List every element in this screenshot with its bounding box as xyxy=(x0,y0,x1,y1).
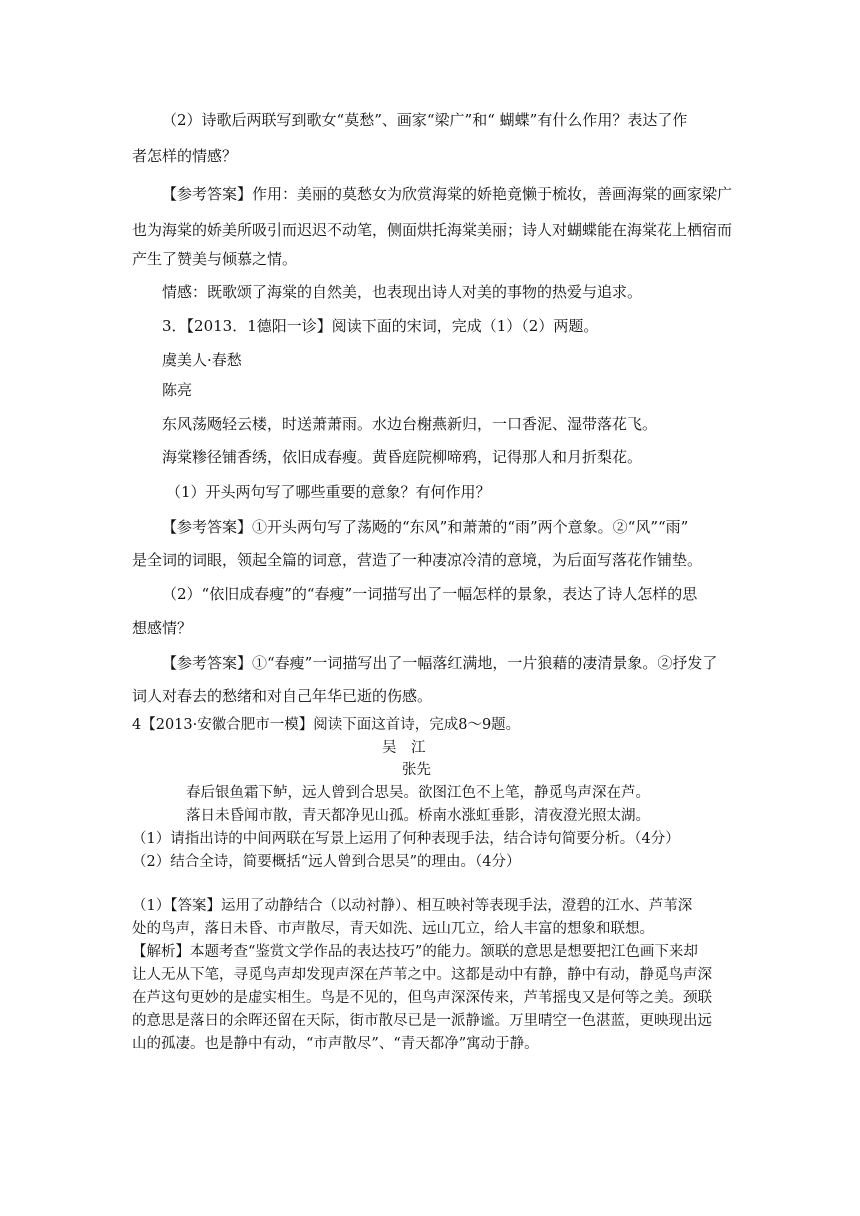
q3-sub1-answer-line1: 【参考答案】①开头两句写了荡飏的“东风”和萧萧的“雨”两个意象。②“风”“雨” xyxy=(162,518,689,536)
q4-analysis-line5: 山的孤凄。也是静中有动，“市声散尽”、“青天都净”寓动于静。 xyxy=(132,1036,539,1052)
q4-poem-line2: 落日未昏闻市散，青天都净见山孤。桥南水涨虹垂影，清夜澄光照太湖。 xyxy=(186,808,650,824)
q2-question-line2: 者怎样的情感？ xyxy=(132,147,238,165)
q4-poem-title: 吴 江 xyxy=(382,740,426,756)
q4-answer-line2: 处的鸟声，落日未昏、市声散尽，青天如洗、远山兀立，给人丰富的想象和联想。 xyxy=(132,921,654,937)
q2-answer-line1: 【参考答案】作用：美丽的莫愁女为欣赏海棠的娇艳竟懒于梳妆，善画海棠的画家梁广 xyxy=(162,185,733,203)
q4-analysis-line4: 的意思是落日的余晖还留在天际，街市散尽已是一派静谧。万里晴空一色湛蓝，更映现出远 xyxy=(132,1013,712,1029)
q2-question-line1: （2）诗歌后两联写到歌女“莫愁”、画家“梁广”和“ 蝴蝶”有什么作用？表达了作 xyxy=(162,111,688,129)
q4-analysis-line2: 让人无从下笔，寻觅鸟声却发现声深在芦苇之中。这都是动中有静，静中有动，静觅鸟声深 xyxy=(132,967,712,983)
q3-sub1-question: （1）开头两句写了哪些重要的意象？有何作用？ xyxy=(166,483,491,501)
q2-answer-line3: 产生了赞美与倾慕之情。 xyxy=(132,250,298,268)
q4-poem-line1: 春后银鱼霜下鲈，远人曾到合思吴。欲图江色不上笔，静觅鸟声深在芦。 xyxy=(186,785,650,801)
q4-analysis-line1: 【解析】本题考查“鉴赏文学作品的表达技巧”的能力。颔联的意思是想要把江色画下来却 xyxy=(132,944,698,960)
q3-poem-author: 陈亮 xyxy=(162,381,193,399)
q4-question2: （2）结合全诗，简要概括“远人曾到合思吴”的理由。（4分） xyxy=(132,854,521,870)
q3-sub2-answer-line2: 词人对春去的愁绪和对自己年华已逝的伤感。 xyxy=(132,687,433,705)
q4-question1: （1）请指出诗的中间两联在写景上运用了何种表现手法，结合诗句简要分析。（4分） xyxy=(132,831,680,847)
q4-header: 4【2013·安徽合肥市一模】阅读下面这首诗，完成8～9题。 xyxy=(132,717,521,733)
q3-header: 3．【2013．1德阳一诊】阅读下面的宋词，完成（1）（2）两题。 xyxy=(162,317,599,335)
q4-poem-author: 张先 xyxy=(402,762,431,778)
q3-poem-title: 虞美人·春愁 xyxy=(162,351,242,369)
q3-poem-line2: 海棠糁径铺香绣，依旧成春瘦。黄昏庭院柳啼鸦，记得那人和月折梨花。 xyxy=(162,448,643,466)
q3-sub2-question-line2: 想感情？ xyxy=(132,619,193,637)
q4-answer-line1: （1）【答案】运用了动静结合（以动衬静）、相互映衬等表现手法，澄碧的江水、芦苇深 xyxy=(132,898,693,914)
q3-poem-line1: 东风荡飏轻云楼，时送萧萧雨。水边台榭燕新归，一口香泥、湿带落花飞。 xyxy=(162,415,658,433)
q2-emotion-line: 情感：既歌颂了海棠的自然美，也表现出诗人对美的事物的热爱与追求。 xyxy=(162,283,643,301)
q2-answer-line2: 也为海棠的娇美所吸引而迟迟不动笔，侧面烘托海棠美丽；诗人对蝴蝶能在海棠花上栖宿而 xyxy=(132,221,733,239)
q3-sub1-answer-line2: 是全词的词眼，领起全篇的词意，营造了一种凄凉冷清的意境，为后面写落花作铺垫。 xyxy=(132,551,703,569)
q4-analysis-line3: 在芦这句更妙的是虚实相生。鸟是不见的，但鸟声深深传来，芦苇摇曳又是何等之美。颈联 xyxy=(132,990,712,1006)
q3-sub2-answer-line1: 【参考答案】①“春瘦”一词描写出了一幅落红满地，一片狼藉的凄清景象。②抒发了 xyxy=(162,654,718,672)
q3-sub2-question-line1: （2）“依旧成春瘦”的“春瘦”一词描写出了一幅怎样的景象，表达了诗人怎样的思 xyxy=(162,585,698,603)
